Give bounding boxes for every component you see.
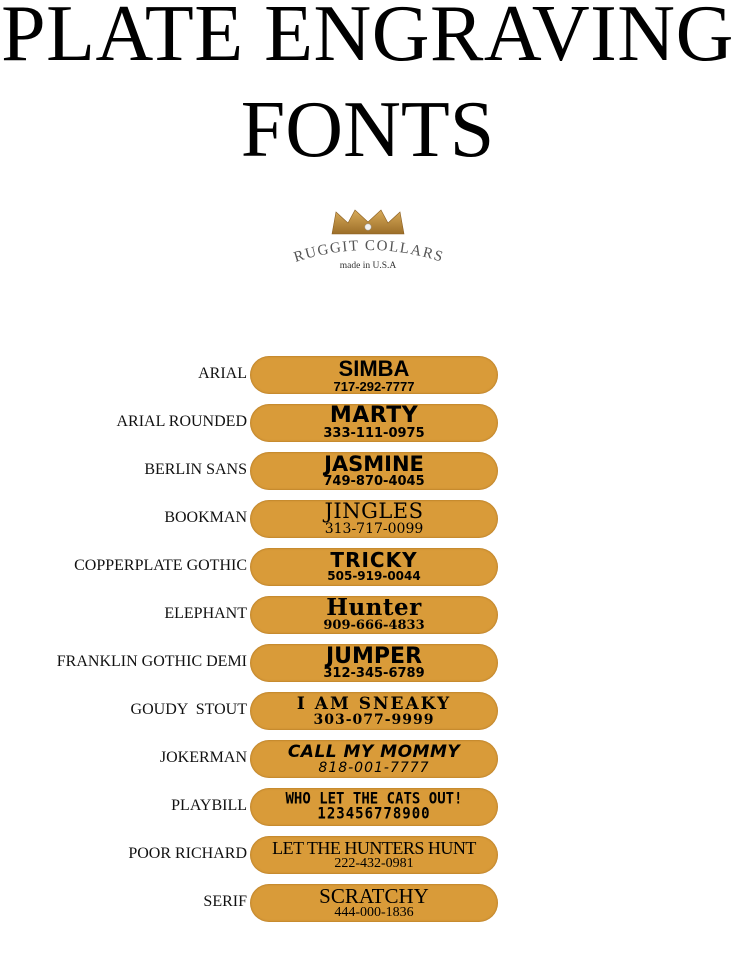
font-row-franklin-gothic-demi: [0, 644, 735, 692]
font-label: PLAYBILL: [171, 797, 247, 814]
font-row-goudy-stout: [0, 692, 735, 740]
plate-pet-name: JASMINE: [324, 452, 424, 476]
font-row-playbill: [0, 788, 735, 836]
plate-pet-name: TRICKY: [330, 548, 418, 572]
plate-pet-name: JINGLES: [324, 500, 424, 523]
font-label: ARIAL ROUNDED: [116, 413, 247, 430]
plate-pet-name: WHO LET THE CATS OUT!: [285, 789, 463, 809]
plate-pet-name: SIMBA: [338, 356, 410, 381]
font-label: SERIF: [203, 893, 247, 910]
plate-phone: 818-001-7777: [318, 760, 430, 776]
plate-sample: [250, 356, 498, 394]
plate-sample: [250, 884, 498, 922]
plate-sample: [250, 740, 498, 778]
font-label: ARIAL: [198, 365, 247, 382]
plate-phone: 333-111-0975: [323, 426, 425, 441]
plate-sample: [250, 596, 498, 634]
font-row-arial-rounded: [0, 404, 735, 452]
font-row-arial: [0, 356, 735, 404]
plate-phone: 222-432-0981: [334, 856, 414, 871]
plate-sample: [250, 644, 498, 682]
plate-sample: [250, 788, 498, 826]
font-label: FRANKLIN GOTHIC DEMI: [56, 653, 247, 670]
plate-sample: [250, 836, 498, 874]
font-label: BOOKMAN: [164, 509, 247, 526]
plate-sample: [250, 692, 498, 730]
plate-sample: [250, 452, 498, 490]
plate-pet-name: LET THE HUNTERS HUNT: [272, 838, 476, 858]
plate-phone: 444-000-1836: [334, 905, 414, 920]
font-row-serif: [0, 884, 735, 932]
font-label: BERLIN SANS: [144, 461, 247, 478]
plate-pet-name: MARTY: [329, 404, 419, 428]
plate-phone: 505-919-0044: [327, 569, 421, 583]
font-row-jokerman: [0, 740, 735, 788]
font-label: ELEPHANT: [164, 605, 247, 622]
plate-phone: 312-345-6789: [323, 666, 425, 681]
font-sample-list: [0, 356, 735, 932]
plate-sample: [250, 548, 498, 586]
plate-phone: 123456778900: [317, 804, 431, 824]
ruggit-collars-logo: [276, 206, 460, 276]
plate-phone: 717-292-7777: [333, 379, 415, 394]
plate-phone: 909-666-4833: [323, 618, 425, 633]
plate-sample: [250, 404, 498, 442]
crown-icon: [276, 206, 460, 266]
plate-pet-name: JUMPER: [325, 644, 423, 669]
page-title-line-2: FONTS: [240, 86, 495, 174]
plate-pet-name: Hunter: [326, 596, 422, 621]
font-label: POOR RICHARD: [128, 845, 247, 862]
logo-tagline: made in U.S.A: [339, 261, 397, 271]
font-row-bookman: [0, 500, 735, 548]
font-row-poor-richard: [0, 836, 735, 884]
page-title-line-1: PLATE ENGRAVING: [1, 0, 734, 78]
font-label: COPPERPLATE GOTHIC: [74, 557, 247, 574]
plate-phone: 303-077-9999: [313, 712, 435, 728]
plate-pet-name: I AM SNEAKY: [296, 694, 452, 714]
plate-pet-name: CALL MY MOMMY: [287, 742, 461, 762]
font-label: JOKERMAN: [159, 749, 247, 766]
plate-phone: 749-870-4045: [323, 474, 425, 489]
logo-brand-text: RUGGIT COLLARS: [291, 237, 446, 266]
font-row-berlin-sans: [0, 452, 735, 500]
font-row-elephant: [0, 596, 735, 644]
font-row-copperplate-gothic: [0, 548, 735, 596]
plate-sample: [250, 500, 498, 538]
plate-phone: 313-717-0099: [324, 521, 424, 537]
plate-pet-name: SCRATCHY: [319, 884, 429, 908]
font-label: GOUDY STOUT: [130, 701, 247, 718]
